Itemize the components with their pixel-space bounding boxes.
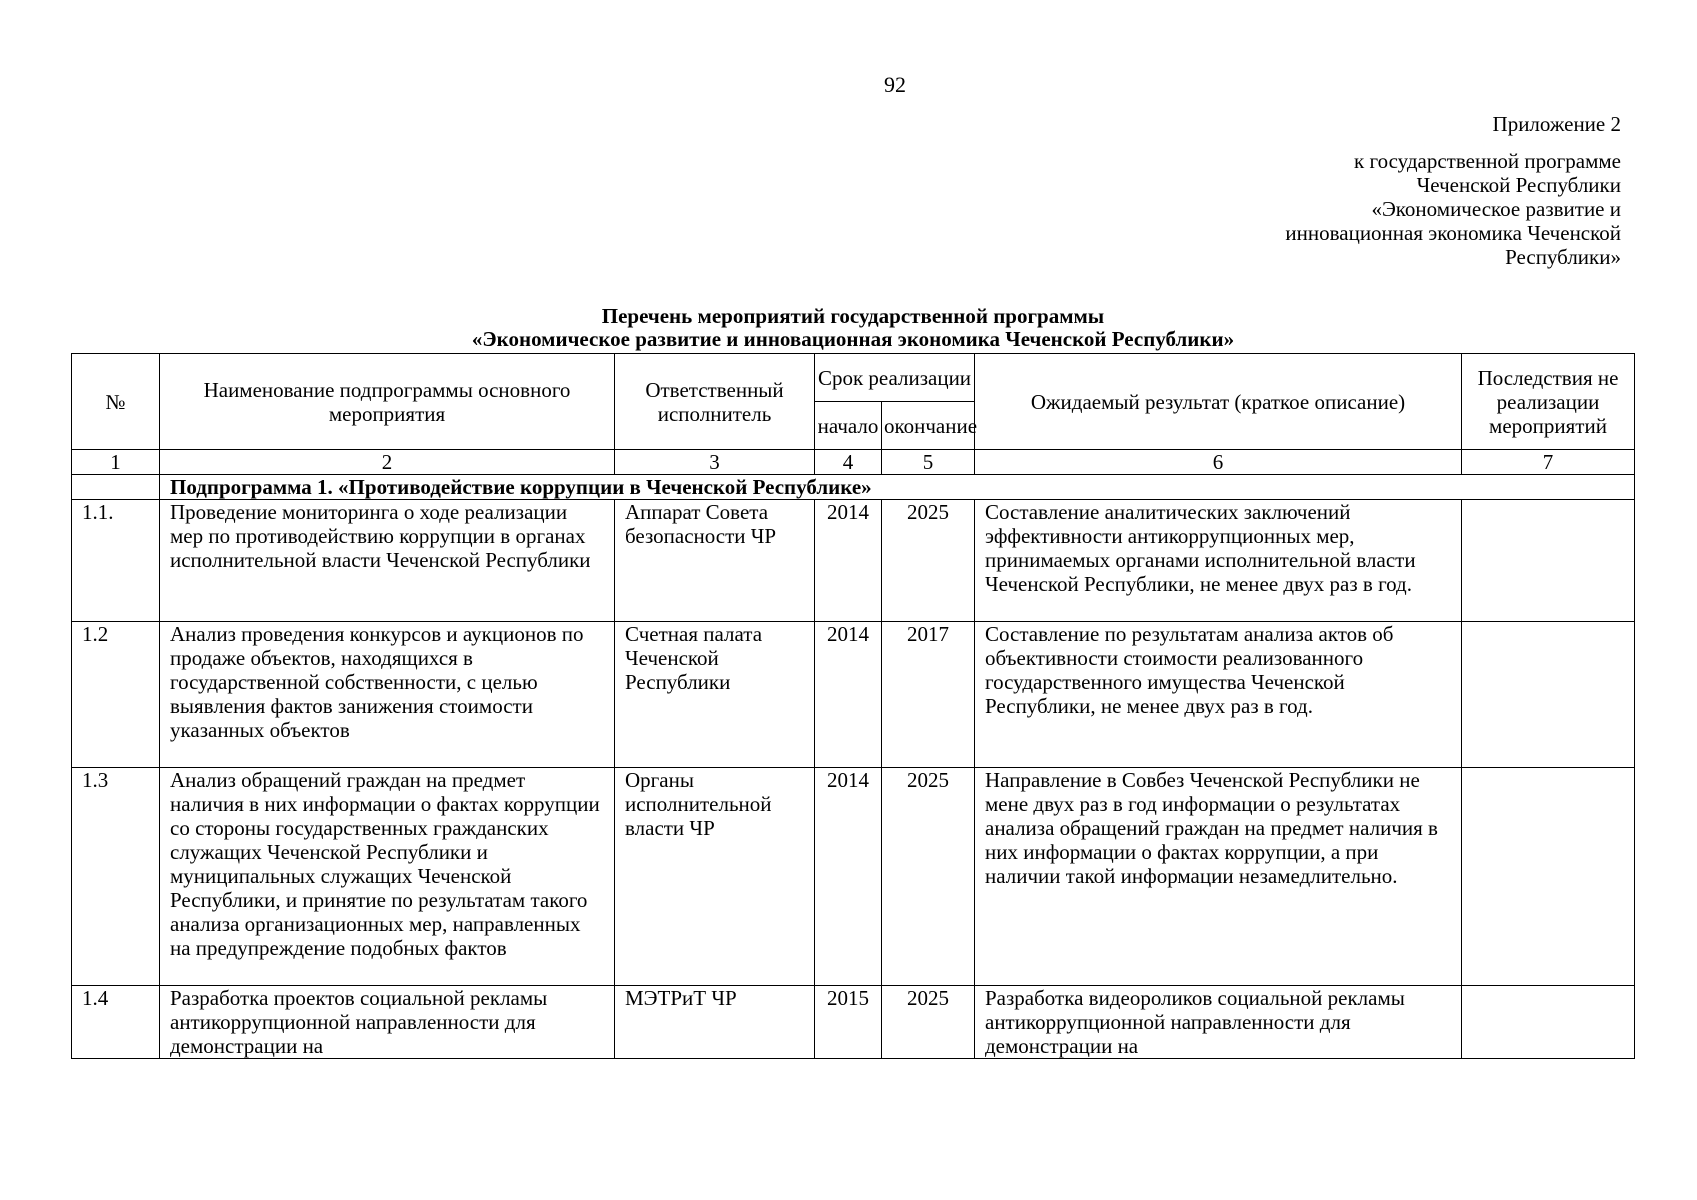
row-consequences	[1462, 768, 1635, 986]
appendix-title: Приложение 2	[1492, 112, 1621, 136]
header-end: окончание	[882, 402, 975, 450]
row-executor: МЭТРиТ ЧР	[615, 986, 815, 1059]
document-title	[72, 305, 1634, 351]
appendix-block	[1061, 112, 1621, 269]
subprogram-num-cell	[72, 475, 160, 500]
appendix-line: Республики»	[1505, 245, 1621, 269]
row-result: Направление в Совбез Чеченской Республики не мене двух раз в год информации о результатах анализа обращений граждан на предмет наличия в них информации о фактах коррупции, а при наличии такой информации незамедлительно.	[975, 768, 1462, 986]
column-number: 6	[975, 450, 1462, 475]
appendix-line: инновационная экономика Чеченской	[1285, 221, 1621, 245]
appendix-line: к государственной программе	[1354, 149, 1621, 173]
row-result: Разработка видеороликов социальной рекламы антикоррупционной направленности для демонстрации на	[975, 986, 1462, 1059]
row-start: 2014	[815, 768, 882, 986]
column-number: 1	[72, 450, 160, 475]
row-consequences	[1462, 622, 1635, 768]
header-executor: Ответственный исполнитель	[615, 354, 815, 450]
row-name: Разработка проектов социальной рекламы антикоррупционной направленности для демонстрации на	[160, 986, 615, 1059]
row-num: 1.2	[72, 622, 160, 768]
table-row	[72, 768, 1635, 986]
row-num: 1.1.	[72, 500, 160, 622]
subprogram-row	[72, 475, 1635, 500]
row-end: 2017	[882, 622, 975, 768]
row-executor: Аппарат Совета безопасности ЧР	[615, 500, 815, 622]
header-result: Ожидаемый результат (краткое описание)	[975, 354, 1462, 450]
appendix-line: Чеченской Республики	[1416, 173, 1621, 197]
row-name: Анализ обращений граждан на предмет наличия в них информации о фактах коррупции со стороны государственных гражданских служащих Чеченской Республики и муниципальных служащих Чеченской Республики, и принятие по результатам такого анализа организационных мер, направленных на предупреждение подобных фактов	[160, 768, 615, 986]
row-result: Составление по результатам анализа актов об объективности стоимости реализованного государственного имущества Чеченской Республики, не менее двух раз в год.	[975, 622, 1462, 768]
row-num: 1.4	[72, 986, 160, 1059]
row-start: 2014	[815, 622, 882, 768]
document-title-line: Перечень мероприятий государственной программы	[601, 304, 1105, 328]
row-start: 2015	[815, 986, 882, 1059]
measures-table	[71, 353, 1635, 1059]
row-consequences	[1462, 986, 1635, 1059]
column-number: 3	[615, 450, 815, 475]
row-start: 2014	[815, 500, 882, 622]
header-row	[72, 354, 1635, 402]
row-end: 2025	[882, 768, 975, 986]
row-end: 2025	[882, 986, 975, 1059]
column-number: 5	[882, 450, 975, 475]
row-end: 2025	[882, 500, 975, 622]
row-name: Анализ проведения конкурсов и аукционов по продаже объектов, находящихся в государственной собственности, с целью выявления фактов занижения стоимости указанных объектов	[160, 622, 615, 768]
row-consequences	[1462, 500, 1635, 622]
appendix-line: «Экономическое развитие и	[1371, 197, 1621, 221]
table-row	[72, 622, 1635, 768]
row-num: 1.3	[72, 768, 160, 986]
header-start: начало	[815, 402, 882, 450]
row-executor: Органы исполнительной власти ЧР	[615, 768, 815, 986]
page-number: 92	[884, 72, 906, 97]
header-num: №	[72, 354, 160, 450]
row-executor: Счетная палата Чеченской Республики	[615, 622, 815, 768]
table-row	[72, 986, 1635, 1059]
header-period: Срок реализации	[815, 354, 975, 402]
column-number: 7	[1462, 450, 1635, 475]
header-name: Наименование подпрограммы основного мероприятия	[160, 354, 615, 450]
document-title-line: «Экономическое развитие и инновационная экономика Чеченской Республики»	[471, 327, 1235, 351]
column-number: 2	[160, 450, 615, 475]
row-result: Составление аналитических заключений эффективности антикоррупционных мер, принимаемых органами исполнительной власти Чеченской Республики, не менее двух раз в год.	[975, 500, 1462, 622]
row-name: Проведение мониторинга о ходе реализации мер по противодействию коррупции в органах исполнительной власти Чеченской Республики	[160, 500, 615, 622]
subprogram-title: Подпрограмма 1. «Противодействие коррупции в Чеченской Республике»	[160, 475, 1635, 500]
column-number: 4	[815, 450, 882, 475]
column-numbers-row	[72, 450, 1635, 475]
table-row	[72, 500, 1635, 622]
header-consequences: Последствия не реализации мероприятий	[1462, 354, 1635, 450]
